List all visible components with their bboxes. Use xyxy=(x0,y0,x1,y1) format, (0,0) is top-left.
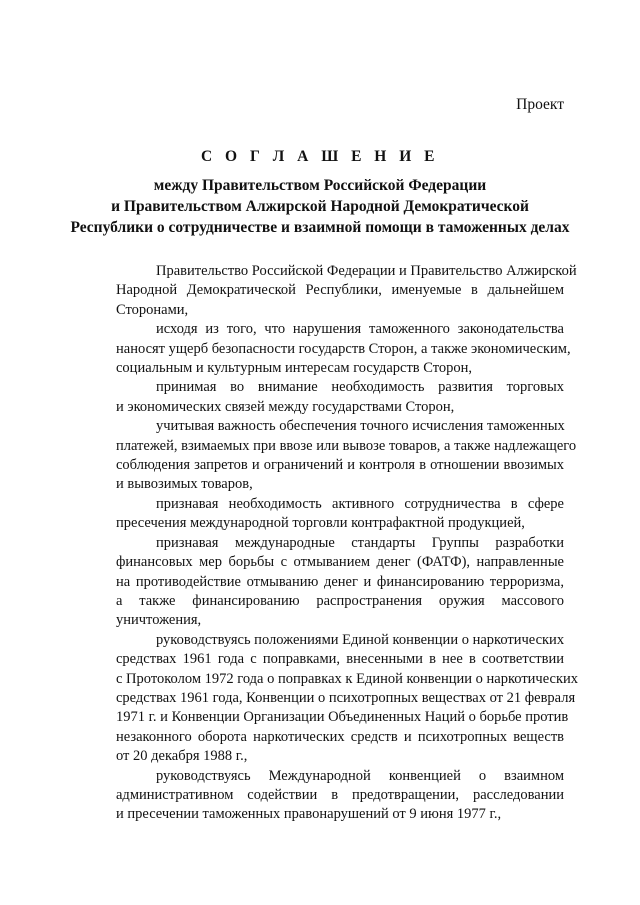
paragraph-line: 1971 г. и Конвенции Организации Объединенных Наций о борьбе против xyxy=(116,709,569,726)
draft-mark: Проект xyxy=(516,96,564,113)
subtitle-line: и Правительством Алжирской Народной Демократической xyxy=(111,198,529,215)
preamble-paragraph xyxy=(76,262,577,320)
document-title: С О Г Л А Ш Е Н И Е xyxy=(200,148,440,165)
paragraph-line: платежей, взимаемых при ввозе или вывозе товаров, а также надлежащего xyxy=(116,437,577,454)
document-heading xyxy=(60,148,580,238)
preamble-paragraph xyxy=(76,767,564,825)
preamble-paragraph xyxy=(76,495,564,534)
paragraph-line: на противодействие отмыванию денег и финансированию терроризма, xyxy=(116,573,564,590)
paragraph-line: Правительство Российской Федерации и Правительство Алжирской xyxy=(156,263,577,279)
preamble-paragraph xyxy=(76,378,564,417)
paragraph-line: от 20 декабря 1988 г., xyxy=(116,748,248,765)
paragraph-line: пресечения международной торговли контрафактной продукцией, xyxy=(116,515,525,532)
paragraph-line: наносят ущерб безопасности государств Сторон, а также экономическим, xyxy=(116,340,571,357)
paragraph-line: административном содействии в предотвращении, расследовании xyxy=(116,786,564,803)
preamble-paragraph xyxy=(76,320,571,378)
paragraph-line: средствах 1961 года, Конвенции о психотропных веществах от 21 февраля xyxy=(116,689,576,706)
paragraph-line: и экономических связей между государствами Сторон, xyxy=(116,398,455,415)
preamble-paragraph xyxy=(76,417,577,495)
paragraph-line: а также финансированию распространения оружия массового xyxy=(116,592,564,609)
paragraph-line: и вывозимых товаров, xyxy=(116,476,253,493)
paragraph-line: незаконного оборота наркотических средств и психотропных веществ xyxy=(116,728,564,745)
paragraph-line: с Протоколом 1972 года о поправках к Единой конвенции о наркотических xyxy=(116,670,579,687)
paragraph-line: и пресечении таможенных правонарушений от 9 июня 1977 г., xyxy=(116,806,502,823)
paragraph-line: Сторонами, xyxy=(116,301,189,318)
paragraph-line: соблюдения запретов и ограничений и контроля в отношении ввозимых xyxy=(116,457,564,474)
preamble-paragraph xyxy=(76,631,579,767)
paragraph-line: признавая международные стандарты Группы разработки xyxy=(156,534,564,551)
document-body xyxy=(76,262,579,825)
preamble-paragraph xyxy=(76,534,564,631)
paragraph-line: признавая необходимость активного сотрудничества в сфере xyxy=(156,495,564,512)
paragraph-line: принимая во внимание необходимость развития торговых xyxy=(156,379,564,396)
document-subtitle xyxy=(60,175,580,238)
paragraph-line: исходя из того, что нарушения таможенного законодательства xyxy=(156,321,564,338)
paragraph-line: Народной Демократической Республики, именуемые в дальнейшем xyxy=(116,282,564,299)
paragraph-line: уничтожения, xyxy=(116,612,202,629)
paragraph-line: социальным и культурным интересам государств Сторон, xyxy=(116,360,473,377)
paragraph-line: руководствуясь положениями Единой конвенции о наркотических xyxy=(156,631,565,648)
paragraph-line: финансовых мер борьбы с отмыванием денег (ФАТФ), направленные xyxy=(116,554,564,571)
paragraph-line: руководствуясь Международной конвенцией о взаимном xyxy=(156,767,564,784)
subtitle-line: Республики о сотрудничестве и взаимной помощи в таможенных делах xyxy=(70,219,570,236)
paragraph-line: учитывая важность обеспечения точного исчисления таможенных xyxy=(156,418,565,435)
paragraph-line: средствах 1961 года с поправками, внесенными в нее в соответствии xyxy=(116,651,564,668)
subtitle-line: между Правительством Российской Федерации xyxy=(153,177,487,194)
